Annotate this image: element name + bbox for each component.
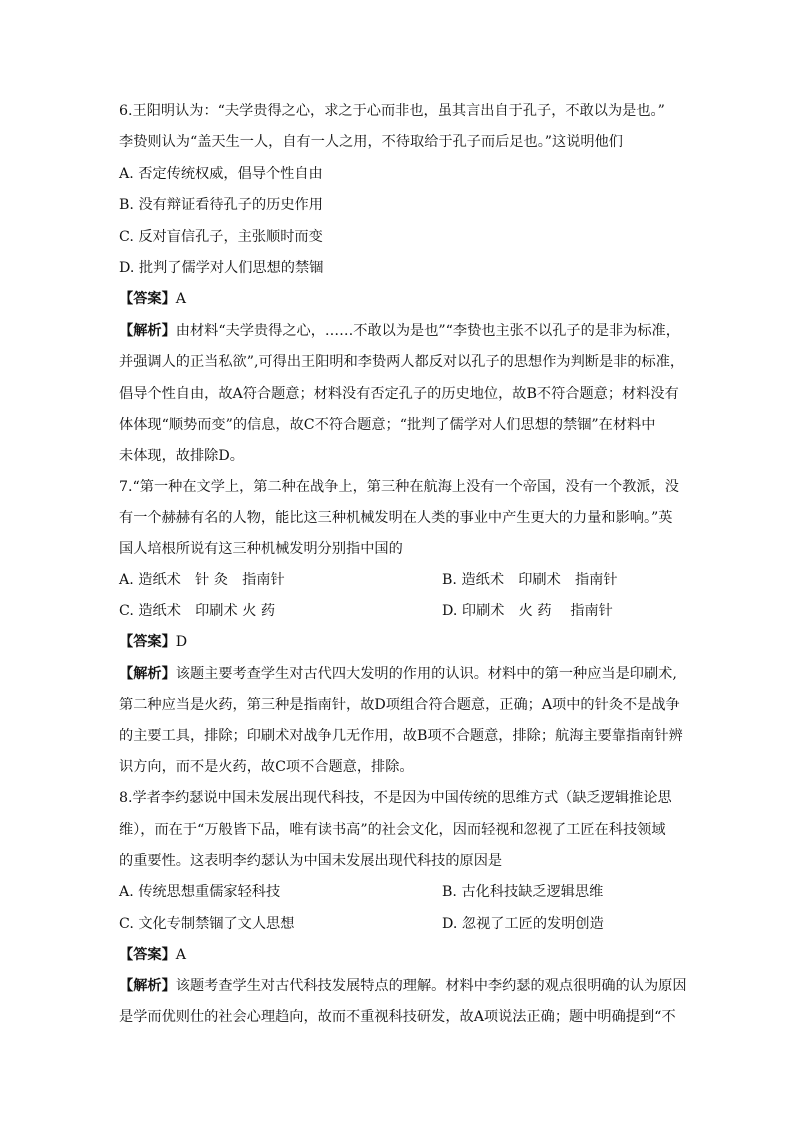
q7-analysis-line-1 <box>119 664 679 684</box>
q7-option-b: B. 造纸术 印刷术 指南针 <box>442 572 618 588</box>
q6-analysis-line-2: 并强调人的正当私欲”,可得出王阳明和李贽两人都反对以孔子的思想作为判断是非的标准， <box>119 354 685 370</box>
q6-analysis-line-5: 未体现，故排除D。 <box>119 448 244 464</box>
answer-value: D <box>175 634 188 650</box>
q7-analysis-line-3: 的主要工具，排除；印刷术对战争几无作用，故B项不合题意，排除；航海主要靠指南针辨 <box>119 728 683 744</box>
analysis-text: 该题主要考查学生对古代四大发明的作用的认识。材料中的第一种应当是印刷术, <box>175 666 677 682</box>
q6-analysis-line-4: 体体现“顺势而变”的信息，故C不符合题意；“批判了儒学对人们思想的禁锢”在材料中 <box>119 417 656 433</box>
q7-stem-line-2: 有一个赫赫有名的人物，能比这三种机械发明在人类的事业中产生更大的力量和影响。”英 <box>119 510 673 526</box>
q8-stem-line-1: 8.学者李约瑟说中国未发展出现代科技，不是因为中国传统的思维方式（缺乏逻辑推论思 <box>119 790 672 806</box>
q8-option-a: A. 传统思想重儒家轻科技 <box>119 884 281 900</box>
q6-option-c: C. 反对盲信孔子，主张顺时而变 <box>119 229 323 245</box>
q7-option-d: D. 印刷术 火 药 指南针 <box>442 603 613 619</box>
q8-answer <box>119 945 679 965</box>
analysis-tag: 【解析】 <box>119 323 176 339</box>
q6-option-a: A. 否定传统权威，倡导个性自由 <box>119 166 323 182</box>
analysis-text: 由材料“夫学贵得之心，……不敢以为是也”“李贽也主张不以孔子的是非为标准， <box>175 323 680 339</box>
q6-option-d: D. 批判了儒学对人们思想的禁锢 <box>119 260 324 276</box>
q8-option-c: C. 文化专制禁锢了文人思想 <box>119 916 295 932</box>
q8-analysis-line-2: 是学而优则仕的社会心理趋向，故而不重视科技研发，故A项说法正确；题中明确提到“不 <box>119 1009 676 1025</box>
answer-value: A <box>175 291 187 307</box>
q7-analysis-line-4: 识方向，而不是火药，故C项不合题意，排除。 <box>119 759 414 775</box>
q6-answer <box>119 289 679 309</box>
q8-stem-line-3: 的重要性。这表明李约瑟认为中国未发展出现代科技的原因是 <box>119 853 503 869</box>
q8-option-b: B. 古化科技缺乏逻辑思维 <box>442 884 604 900</box>
q7-analysis-line-2: 第二种应当是火药，第三种是指南针，故D项组合符合题意，正确；A项中的针灸不是战争 <box>119 697 680 713</box>
answer-tag: 【答案】 <box>119 947 176 963</box>
answer-tag: 【答案】 <box>119 634 176 650</box>
q8-option-d: D. 忽视了工匠的发明创造 <box>442 916 604 932</box>
q8-analysis-line-1 <box>119 976 687 996</box>
q6-stem-line-2: 李贽则认为“盖天生一人，自有一人之用，不待取给于孔子而后足也。”这说明他们 <box>119 134 623 150</box>
q6-stem-line-1: 6.王阳明认为：“夫学贵得之心，求之于心而非也，虽其言出自于孔子，不敢以为是也。” <box>119 103 665 119</box>
q6-option-b: B. 没有辩证看待孔子的历史作用 <box>119 197 323 213</box>
answer-tag: 【答案】 <box>119 291 176 307</box>
answer-value: A <box>175 947 187 963</box>
q7-stem-line-1: 7.“第一种在文学上，第二种在战争上，第三种在航海上没有一个帝国，没有一个教派，没 <box>119 479 679 495</box>
analysis-tag: 【解析】 <box>119 978 176 994</box>
analysis-text: 该题考查学生对古代科技发展特点的理解。材料中李约瑟的观点很明确的认为原因 <box>175 978 687 994</box>
q7-option-a: A. 造纸术 针 灸 指南针 <box>119 572 285 588</box>
q6-analysis-line-1 <box>119 321 679 341</box>
q6-analysis-line-3: 倡导个性自由，故A符合题意；材料没有否定孔子的历史地位，故B不符合题意；材料没有 <box>119 386 679 402</box>
q7-stem-line-3: 国人培根所说有这三种机械发明分别指中国的 <box>119 541 403 557</box>
q8-stem-line-2: 维），而在于“万般皆下品，唯有读书高”的社会文化，因而轻视和忽视了工匠在科技领域 <box>119 822 666 838</box>
q7-option-c: C. 造纸术 印刷术 火 药 <box>119 603 276 619</box>
q7-answer <box>119 632 679 652</box>
analysis-tag: 【解析】 <box>119 666 176 682</box>
